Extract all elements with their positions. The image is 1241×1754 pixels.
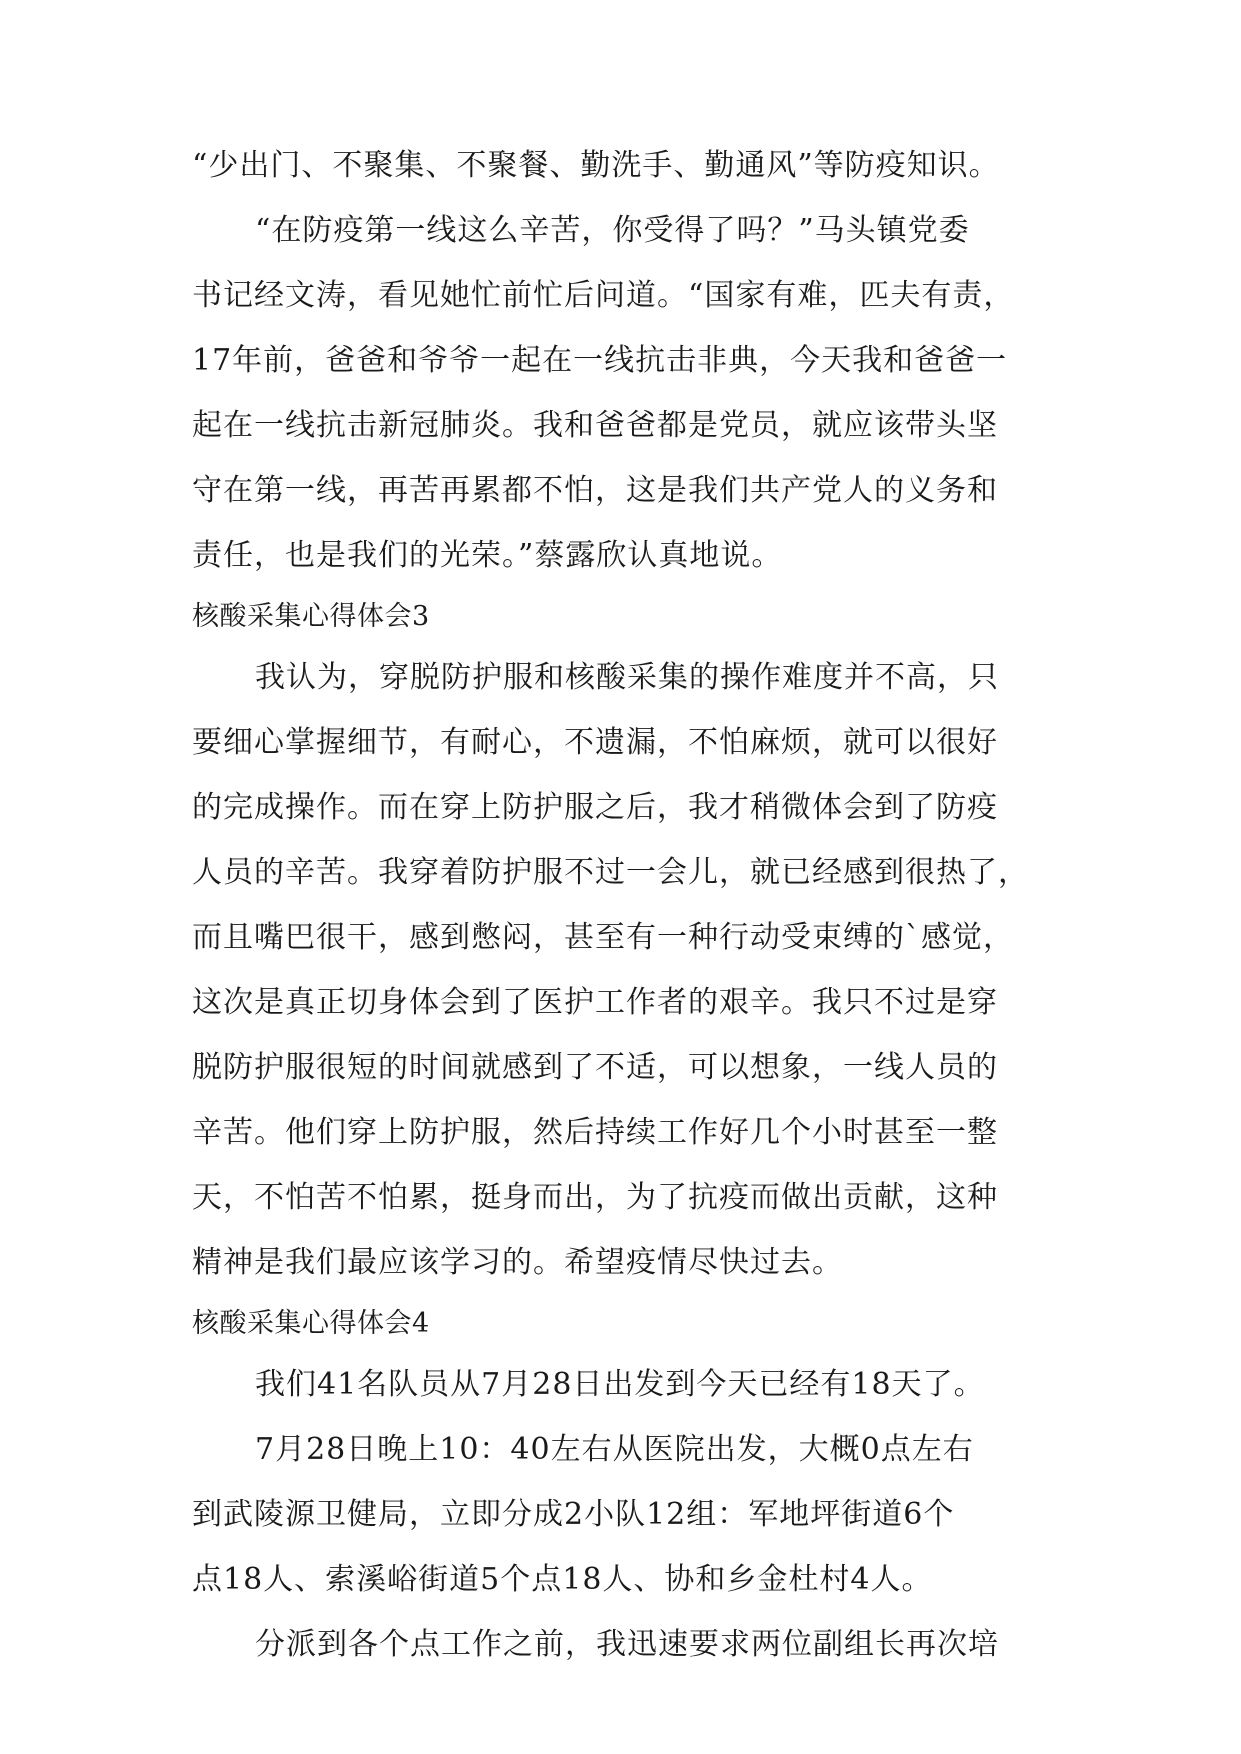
text-line: 而且嘴巴很干，感到憋闷，甚至有一种行动受束缚的`感觉， (192, 920, 1014, 955)
text-line: 精神是我们最应该学习的。希望疫情尽快过去。 (192, 1245, 843, 1280)
text-line: 脱防护服很短的时间就感到了不适，可以想象，一线人员的 (192, 1050, 998, 1085)
text-line: “少出门、不聚集、不聚餐、勤洗手、勤通风”等防疫知识。 (192, 148, 1000, 183)
text-line: 分派到各个点工作之前，我迅速要求两位副组长再次培 (255, 1627, 999, 1662)
text-line: 我认为，穿脱防护服和核酸采集的操作难度并不高，只 (255, 660, 999, 695)
text-line: 这次是真正切身体会到了医护工作者的艰辛。我只不过是穿 (192, 985, 998, 1020)
section-heading: 核酸采集心得体会4 (192, 1308, 430, 1339)
text-line: 点18人、索溪峪街道5个点18人、协和乡金杜村4人。 (192, 1562, 933, 1597)
text-line: “在防疫第一线这么辛苦，你受得了吗？”马头镇党委 (255, 213, 970, 248)
text-line: 的完成操作。而在穿上防护服之后，我才稍微体会到了防疫 (192, 790, 998, 825)
text-line: 人员的辛苦。我穿着防护服不过一会儿，就已经感到很热了， (192, 855, 1029, 890)
text-line: 要细心掌握细节，有耐心，不遗漏，不怕麻烦，就可以很好 (192, 725, 998, 760)
text-line: 辛苦。他们穿上防护服，然后持续工作好几个小时甚至一整 (192, 1115, 998, 1150)
text-line: 到武陵源卫健局，立即分成2小队12组：军地坪街道6个 (192, 1497, 955, 1532)
text-line: 7月28日晚上10：40左右从医院出发，大概0点左右 (255, 1432, 974, 1467)
text-line: 我们41名队员从7月28日出发到今天已经有18天了。 (255, 1367, 985, 1402)
text-line: 起在一线抗击新冠肺炎。我和爸爸都是党员，就应该带头坚 (192, 408, 998, 443)
text-line: 天，不怕苦不怕累，挺身而出，为了抗疫而做出贡献，这种 (192, 1180, 998, 1215)
text-line: 守在第一线，再苦再累都不怕，这是我们共产党人的义务和 (192, 473, 998, 508)
section-heading: 核酸采集心得体会3 (192, 601, 430, 632)
text-line: 17年前，爸爸和爷爷一起在一线抗击非典，今天我和爸爸一 (192, 343, 1008, 378)
text-line: 书记经文涛，看见她忙前忙后问道。“国家有难，匹夫有责， (192, 278, 1015, 313)
text-line: 责任，也是我们的光荣。”蔡露欣认真地说。 (192, 538, 783, 573)
